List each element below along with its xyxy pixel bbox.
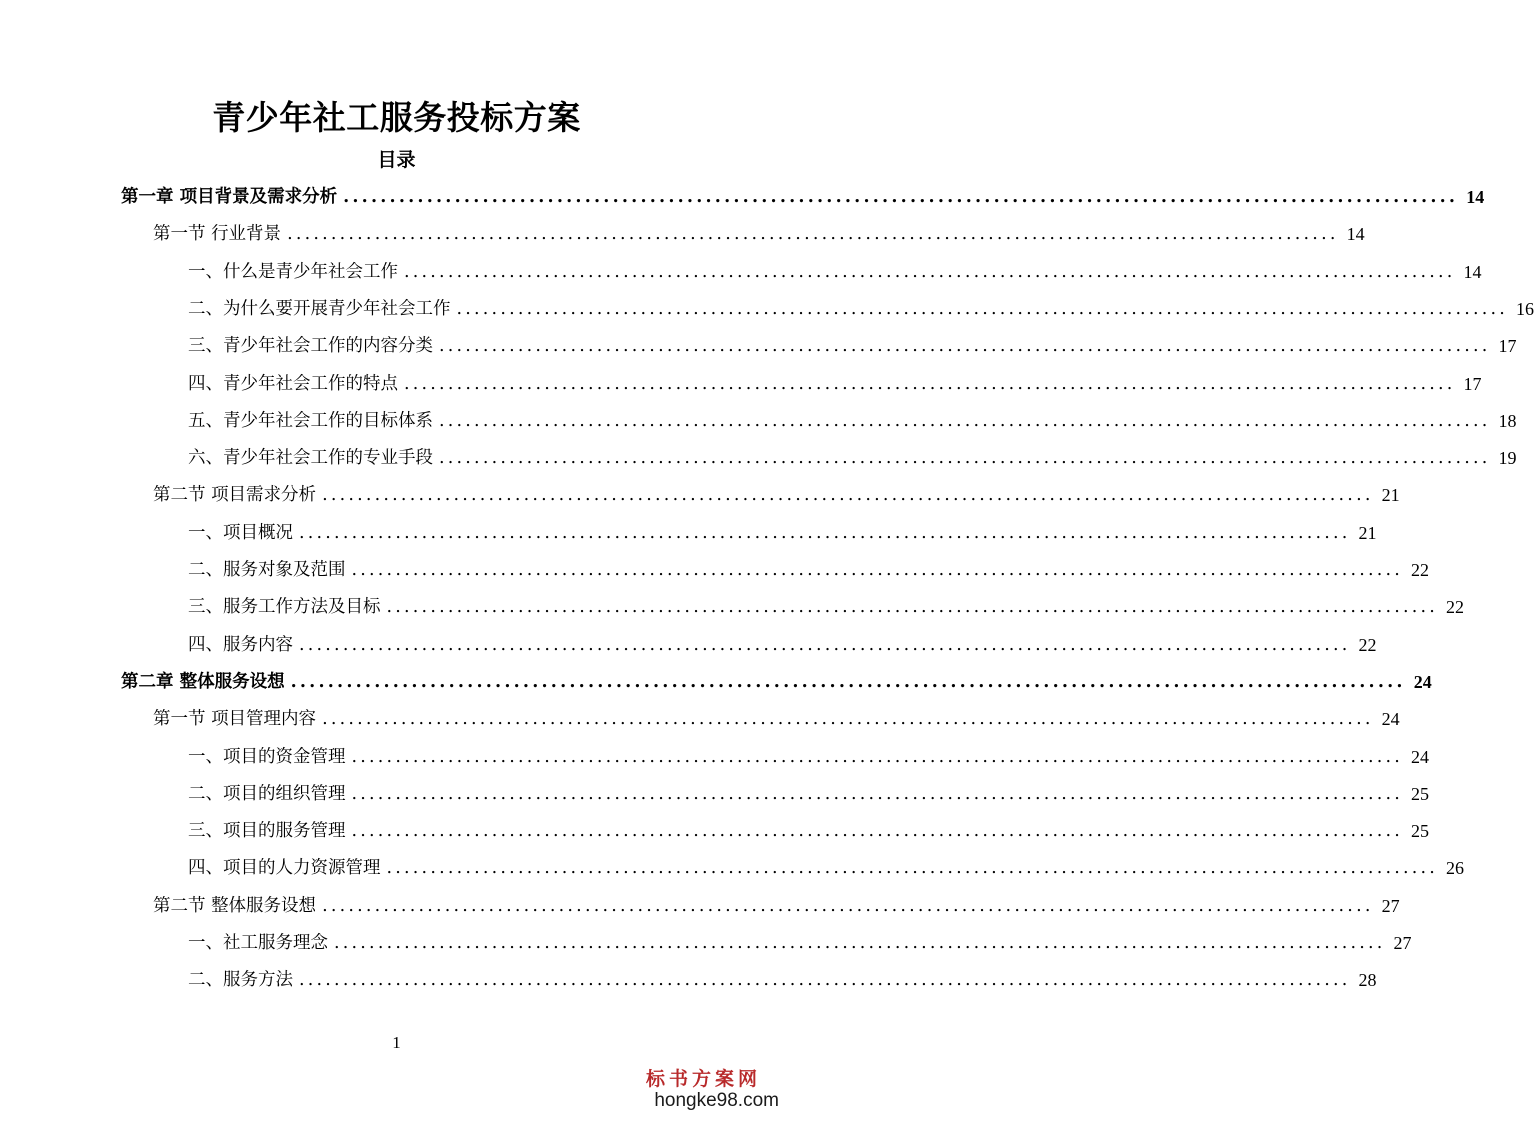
- site-watermark: [639, 1068, 779, 1112]
- toc-entry[interactable]: [188, 854, 1465, 882]
- toc-dot-leader: ........................................................................................................................: [322, 709, 1374, 730]
- toc-dot-leader: ........................................................................................................................: [287, 224, 1339, 245]
- toc-entry-page: 17: [1498, 336, 1517, 357]
- toc-entry-page: 22: [1411, 560, 1430, 580]
- toc-entry-page: 25: [1411, 821, 1430, 842]
- toc-entry-label: 三、项目的服务管理: [188, 821, 346, 842]
- toc-dot-leader: ........................................................................................................................: [386, 597, 1439, 618]
- toc-dot-leader: ........................................................................................................................: [404, 373, 1456, 394]
- toc-entry-label: 第二节 整体服务设想: [153, 895, 317, 916]
- toc-entry[interactable]: [188, 332, 1517, 360]
- toc-entry[interactable]: [188, 295, 1534, 323]
- toc-entry-label: 四、青少年社会工作的特点: [188, 373, 398, 394]
- toc-entry-page: 24: [1413, 671, 1432, 692]
- page-number: 1: [392, 1033, 401, 1052]
- toc-entry-page: 22: [1358, 634, 1377, 655]
- toc-entry[interactable]: [188, 593, 1465, 621]
- toc-entry-label: 一、社工服务理念: [188, 933, 328, 953]
- toc-entry-page: 14: [1466, 187, 1485, 207]
- toc-entry-page: 18: [1498, 410, 1517, 431]
- toc-dot-leader: ........................................................................................................................: [334, 933, 1386, 953]
- toc-entry-page: 25: [1411, 783, 1430, 804]
- toc-entry[interactable]: [153, 481, 1400, 509]
- toc-entry-page: 21: [1381, 485, 1400, 506]
- toc-dot-leader: ........................................................................................................................: [351, 821, 1404, 842]
- toc-entry[interactable]: [188, 407, 1517, 435]
- toc-entry-label: 三、青少年社会工作的内容分类: [188, 336, 433, 357]
- toc-entry[interactable]: [188, 519, 1377, 547]
- toc-dot-leader: ........................................................................................................................: [456, 298, 1509, 319]
- toc-entry-label: 一、什么是青少年社会工作: [188, 261, 398, 282]
- toc-entry-page: 28: [1358, 970, 1377, 991]
- toc-entry[interactable]: [153, 220, 1365, 248]
- toc-entry-label: 一、项目的资金管理: [188, 746, 346, 767]
- toc-entry[interactable]: [188, 817, 1430, 845]
- toc-dot-leader: ........................................................................................................................: [299, 522, 1351, 543]
- toc-entry-page: 17: [1463, 373, 1482, 394]
- toc-dot-leader: ........................................................................................................................: [439, 448, 1491, 469]
- toc-dot-leader: ........................................................................................................................: [322, 895, 1374, 916]
- toc-entry[interactable]: [188, 966, 1377, 994]
- toc-entry[interactable]: [121, 668, 1432, 696]
- toc-entry-page: 24: [1411, 746, 1430, 767]
- toc-entry-page: 14: [1346, 224, 1365, 245]
- watermark-name: 标书方案网: [645, 1068, 761, 1090]
- toc-dot-leader: ........................................................................................................................: [351, 746, 1404, 767]
- toc-dot-leader: ........................................................................................................................: [343, 187, 1459, 207]
- toc-entry-label: 四、项目的人力资源管理: [188, 858, 381, 879]
- toc-entry-page: 16: [1516, 298, 1534, 319]
- toc-entry-label: 一、项目概况: [188, 522, 293, 543]
- toc-entry-label: 第一节 项目管理内容: [153, 709, 317, 730]
- toc-entry-page: 19: [1498, 448, 1517, 469]
- toc-entry-page: 26: [1446, 858, 1465, 879]
- watermark-url: hongke98.com: [654, 1090, 779, 1111]
- toc-entry-label: 二、服务方法: [188, 970, 293, 991]
- toc-entry-page: 21: [1358, 522, 1377, 543]
- toc-entry[interactable]: [153, 892, 1400, 920]
- toc-entry[interactable]: [188, 556, 1430, 584]
- toc-entry-label: 第二节 项目需求分析: [153, 485, 317, 506]
- toc-entry-label: 六、青少年社会工作的专业手段: [188, 448, 433, 469]
- toc-entry-label: 二、服务对象及范围: [188, 560, 346, 580]
- toc-entry-label: 四、服务内容: [188, 634, 293, 655]
- toc-entry-label: 第二章 整体服务设想: [121, 671, 285, 692]
- toc-entry[interactable]: [188, 929, 1412, 957]
- toc-dot-leader: ........................................................................................................................: [386, 858, 1439, 879]
- toc-dot-leader: ........................................................................................................................: [351, 560, 1404, 580]
- toc-heading: 目录: [377, 149, 416, 171]
- toc-entry[interactable]: [121, 183, 1485, 211]
- toc-entry-page: 14: [1463, 261, 1482, 282]
- toc-dot-leader: ........................................................................................................................: [439, 336, 1491, 357]
- toc-dot-leader: ........................................................................................................................: [351, 783, 1404, 804]
- toc-entry[interactable]: [153, 705, 1400, 733]
- toc-dot-leader: ........................................................................................................................: [404, 261, 1456, 282]
- toc-entry-label: 二、为什么要开展青少年社会工作: [188, 298, 451, 319]
- toc-entry[interactable]: [188, 780, 1430, 808]
- toc-entry-label: 二、项目的组织管理: [188, 783, 346, 804]
- toc-entry-page: 24: [1381, 709, 1400, 730]
- toc-entry[interactable]: [188, 258, 1482, 286]
- toc-entry[interactable]: [188, 631, 1377, 659]
- toc-entry-label: 第一章 项目背景及需求分析: [121, 187, 338, 207]
- toc-entry-label: 三、服务工作方法及目标: [188, 597, 381, 618]
- document-title: 青少年社工服务投标方案: [212, 98, 581, 137]
- toc-entry-label: 五、青少年社会工作的目标体系: [188, 410, 433, 431]
- toc-dot-leader: ........................................................................................................................: [290, 671, 1406, 692]
- toc-dot-leader: ........................................................................................................................: [299, 634, 1351, 655]
- toc-entry[interactable]: [188, 370, 1482, 398]
- toc-dot-leader: ........................................................................................................................: [299, 970, 1351, 991]
- toc-dot-leader: ........................................................................................................................: [439, 410, 1491, 431]
- toc-entry-label: 第一节 行业背景: [153, 224, 282, 245]
- toc-dot-leader: ........................................................................................................................: [322, 485, 1374, 506]
- toc-entry-page: 27: [1393, 933, 1412, 953]
- toc-entry-page: 27: [1381, 895, 1400, 916]
- toc-entry[interactable]: [188, 444, 1517, 472]
- toc-entry-page: 22: [1446, 597, 1465, 618]
- toc-entry[interactable]: [188, 743, 1430, 771]
